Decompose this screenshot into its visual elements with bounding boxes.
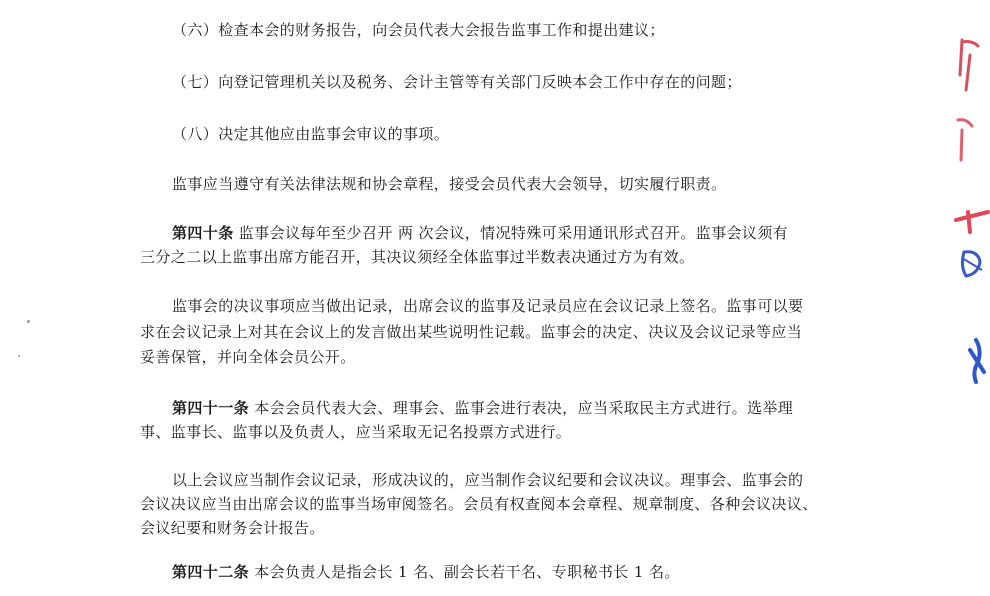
article-40-heading: 第四十条	[172, 224, 234, 242]
meeting-minutes-line-3: 会议纪要和财务会计报告。	[140, 519, 325, 537]
meeting-minutes-line-2: 会议决议应当由出席会议的监事当场审阅签名。会员有权查阅本会章程、规章制度、各种会议决议、	[140, 495, 818, 513]
article-42-line: 第四十二条 本会负责人是指会长 1 名、副会长若干名、专职秘书长 1 名。	[172, 563, 680, 581]
article-41-heading: 第四十一条	[172, 399, 250, 417]
article-41-line-2: 事、监事长、监事以及负责人，应当采取无记名投票方式进行。	[140, 423, 572, 441]
article-42-heading: 第四十二条	[172, 563, 250, 581]
resolution-record-line-3: 妥善保管，并向全体会员公开。	[140, 348, 356, 366]
article-40-line-2: 三分之二以上监事出席方能召开，其决议须经全体监事过半数表决通过方为有效。	[140, 248, 695, 266]
supervisor-duty-paragraph: 监事应当遵守有关法律法规和协会章程，接受会员代表大会领导，切实履行职责。	[172, 175, 727, 193]
resolution-record-line-1: 监事会的决议事项应当做出记录，出席会议的监事及记录员应在会议记录上签名。监事可以要	[172, 297, 804, 315]
scan-speck	[27, 320, 30, 323]
article-41-line-1: 第四十一条 本会会员代表大会、理事会、监事会进行表决，应当采取民主方式进行。选举理	[172, 399, 794, 417]
clause-eight-line: （八）决定其他应由监事会审议的事项。	[172, 125, 450, 143]
seal-stamp-fragment	[948, 0, 990, 596]
article-40-line-1: 第四十条 监事会议每年至少召开 两 次会议，情况特殊可采用通讯形式召开。监事会议须有	[172, 224, 789, 242]
scan-speck	[18, 355, 20, 357]
clause-seven-line: （七）向登记管理机关以及税务、会计主管等有关部门反映本会工作中存在的问题；	[172, 73, 742, 91]
resolution-record-line-2: 求在会议记录上对其在会议上的发言做出某些说明性记载。监事会的决定、决议及会议记录等应当	[140, 323, 803, 341]
meeting-minutes-line-1: 以上会议应当制作会议记录，形成决议的，应当制作会议纪要和会议决议。理事会、监事会的	[172, 471, 804, 489]
clause-six-line: （六）检查本会的财务报告，向会员代表大会报告监事工作和提出建议；	[172, 21, 665, 39]
